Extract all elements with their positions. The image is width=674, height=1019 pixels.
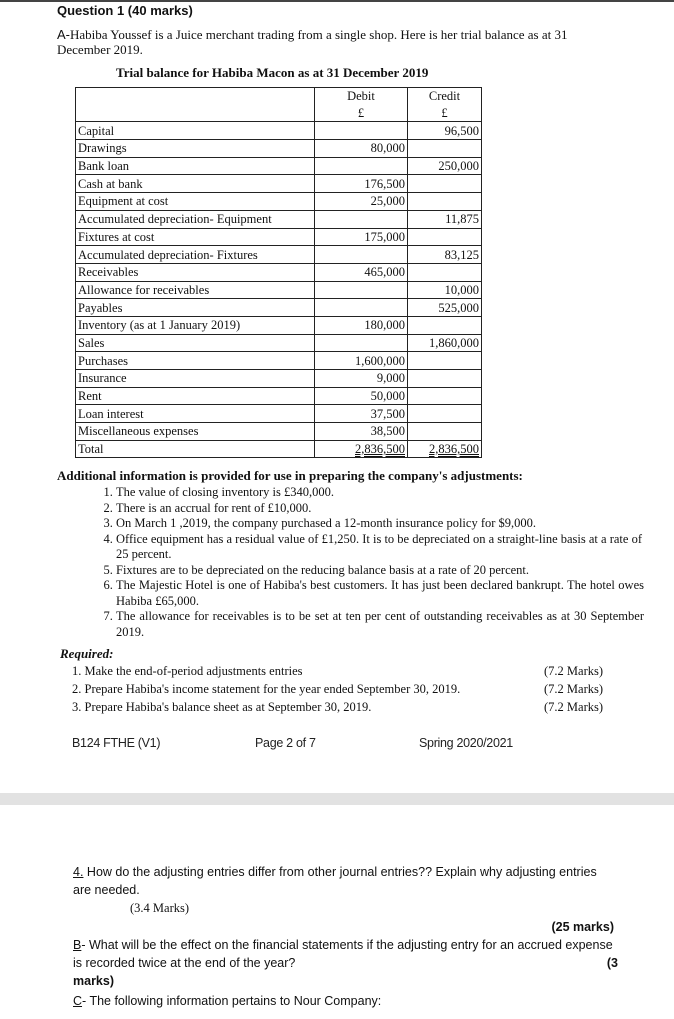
required-item-marks: (7.2 Marks) (544, 664, 604, 678)
table-row (76, 334, 482, 352)
header-blank-cell (76, 88, 315, 105)
row-credit (408, 316, 482, 334)
row-credit (408, 140, 482, 158)
table-row (76, 140, 482, 158)
required-heading: Required: (60, 646, 114, 661)
required-item-text (72, 682, 460, 697)
row-label: Rent (76, 387, 315, 405)
table-row (76, 423, 482, 441)
row-debit: 25,000 (315, 193, 408, 211)
table-row (76, 228, 482, 246)
row-credit: 96,500 (408, 122, 482, 140)
required-item-text (72, 700, 371, 715)
total-debit: 2,836,500 (355, 442, 405, 457)
intro-text: Habiba Youssef is a Juice merchant trading from a single shop. Here is her trial balance as at 31 December 2019. (57, 27, 568, 57)
row-debit: 180,000 (315, 316, 408, 334)
row-debit (315, 334, 408, 352)
section-b-marks-a: (3 (606, 956, 618, 970)
question-title: Question 1 (40 marks) (57, 3, 193, 18)
row-credit (408, 263, 482, 281)
question-4 (73, 863, 618, 899)
trial-balance-title: Trial balance for Habiba Macon as at 31 December 2019 (116, 65, 429, 80)
list-item: 5. Fixtures are to be depreciated on the reducing balance basis at a rate of 20 percent. (116, 563, 644, 579)
list-item: 4. Office equipment has a residual value of £1,250. It is to be depreciated on a straight-line basis at a rate of 25 percent. (116, 532, 644, 563)
row-debit (315, 246, 408, 264)
row-credit (408, 175, 482, 193)
currency-credit: £ (408, 105, 482, 122)
row-label: Accumulated depreciation- Equipment (76, 210, 315, 228)
row-label: Payables (76, 299, 315, 317)
row-credit (408, 228, 482, 246)
additional-info-heading: Additional information is provided for use in preparing the company's adjustments: (57, 468, 523, 483)
row-credit (408, 405, 482, 423)
table-currency-row (76, 105, 482, 122)
required-item-text (72, 664, 303, 679)
row-label: Inventory (as at 1 January 2019) (76, 316, 315, 334)
row-credit (408, 193, 482, 211)
required-item-label: Make the end-of-period adjustments entries (84, 664, 303, 678)
table-row (76, 193, 482, 211)
row-label: Allowance for receivables (76, 281, 315, 299)
row-credit: 11,875 (408, 210, 482, 228)
row-label: Bank loan (76, 157, 315, 175)
additional-info-list (92, 485, 644, 640)
question-4-text: How do the adjusting entries differ from other journal entries?? Explain why adjusting entries are needed. (73, 865, 597, 897)
question-4-num: 4. (73, 865, 84, 879)
table-row (76, 316, 482, 334)
row-debit (315, 157, 408, 175)
row-label: Capital (76, 122, 315, 140)
row-label: Sales (76, 334, 315, 352)
required-item-label: Prepare Habiba's balance sheet as at September 30, 2019. (84, 700, 372, 714)
row-debit (315, 122, 408, 140)
row-debit: 175,000 (315, 228, 408, 246)
row-credit (408, 352, 482, 370)
required-item-num: 3. (72, 700, 82, 714)
row-credit (408, 387, 482, 405)
row-label: Equipment at cost (76, 193, 315, 211)
required-item (72, 682, 617, 698)
row-label: Miscellaneous expenses (76, 423, 315, 441)
total-debit-cell (315, 440, 408, 458)
top-border-line (0, 0, 674, 2)
table-row (76, 246, 482, 264)
required-item-marks: (7.2 Marks) (544, 682, 604, 696)
required-item-marks: (7.2 Marks) (544, 700, 604, 714)
question-4-marks: (3.4 Marks) (130, 901, 190, 915)
row-debit: 465,000 (315, 263, 408, 281)
row-debit (315, 281, 408, 299)
header-debit: Debit (315, 88, 408, 105)
table-header-row (76, 88, 482, 105)
row-debit (315, 210, 408, 228)
row-label: Cash at bank (76, 175, 315, 193)
total-credit: 2,836,500 (429, 442, 479, 457)
page-separator-band (0, 793, 674, 805)
row-credit: 83,125 (408, 246, 482, 264)
table-row (76, 157, 482, 175)
row-debit: 80,000 (315, 140, 408, 158)
row-debit: 1,600,000 (315, 352, 408, 370)
row-label: Loan interest (76, 405, 315, 423)
intro-prefix: A- (57, 27, 70, 42)
section-c-question (73, 994, 381, 1008)
row-debit: 38,500 (315, 423, 408, 441)
list-item: 1. The value of closing inventory is £340,000. (116, 485, 644, 501)
table-row (76, 405, 482, 423)
required-item-num: 1. (72, 664, 82, 678)
section-b-question (73, 936, 618, 990)
table-row (76, 263, 482, 281)
header-credit: Credit (408, 88, 482, 105)
table-row (76, 175, 482, 193)
footer-term: Spring 2020/2021 (419, 736, 513, 750)
total-label: Total (76, 440, 315, 458)
section-b-prefix: B (73, 938, 82, 952)
section-b-marks-b: marks) (73, 974, 114, 988)
list-item: 2. There is an accrual for rent of £10,000. (116, 501, 644, 517)
row-credit: 525,000 (408, 299, 482, 317)
currency-debit: £ (315, 105, 408, 122)
table-row (76, 370, 482, 388)
row-label: Insurance (76, 370, 315, 388)
required-item-label: Prepare Habiba's income statement for the year ended September 30, 2019. (84, 682, 461, 696)
table-row (76, 281, 482, 299)
section-c-prefix: C (73, 994, 83, 1008)
row-credit: 10,000 (408, 281, 482, 299)
row-credit (408, 370, 482, 388)
table-row (76, 122, 482, 140)
row-debit: 37,500 (315, 405, 408, 423)
list-item: 6. The Majestic Hotel is one of Habiba's best customers. It has just been declared bankrupt. The hotel owes Habiba £65,000. (116, 578, 644, 609)
row-label: Accumulated depreciation- Fixtures (76, 246, 315, 264)
row-debit (315, 299, 408, 317)
intro-paragraph (57, 27, 617, 57)
footer-code: B124 FTHE (V1) (72, 736, 161, 750)
list-item: 3. On March 1 ,2019, the company purchased a 12-month insurance policy for $9,000. (116, 516, 644, 532)
table-row (76, 387, 482, 405)
trial-balance-table (75, 87, 482, 458)
table-row (76, 210, 482, 228)
row-debit: 50,000 (315, 387, 408, 405)
row-credit: 1,860,000 (408, 334, 482, 352)
table-total-row (76, 440, 482, 458)
row-label: Fixtures at cost (76, 228, 315, 246)
footer-page: Page 2 of 7 (255, 736, 316, 750)
row-debit: 9,000 (315, 370, 408, 388)
row-debit: 176,500 (315, 175, 408, 193)
row-credit (408, 423, 482, 441)
total-credit-cell (408, 440, 482, 458)
required-item (72, 664, 617, 680)
section-c-text: - The following information pertains to Nour Company: (82, 994, 382, 1008)
row-label: Receivables (76, 263, 315, 281)
section-b-text: - What will be the effect on the financial statements if the adjusting entry for an accrued expense is recorded twice at the end of the year? (73, 938, 613, 970)
row-label: Drawings (76, 140, 315, 158)
required-item-num: 2. (72, 682, 82, 696)
list-item: 7. The allowance for receivables is to be set at ten per cent of outstanding receivables as at 30 September 2019. (116, 609, 644, 640)
row-label: Purchases (76, 352, 315, 370)
currency-blank-cell (76, 105, 315, 122)
required-item (72, 700, 617, 716)
table-row (76, 352, 482, 370)
row-credit: 250,000 (408, 157, 482, 175)
section-b-total-marks: (25 marks) (551, 920, 614, 934)
table-row (76, 299, 482, 317)
